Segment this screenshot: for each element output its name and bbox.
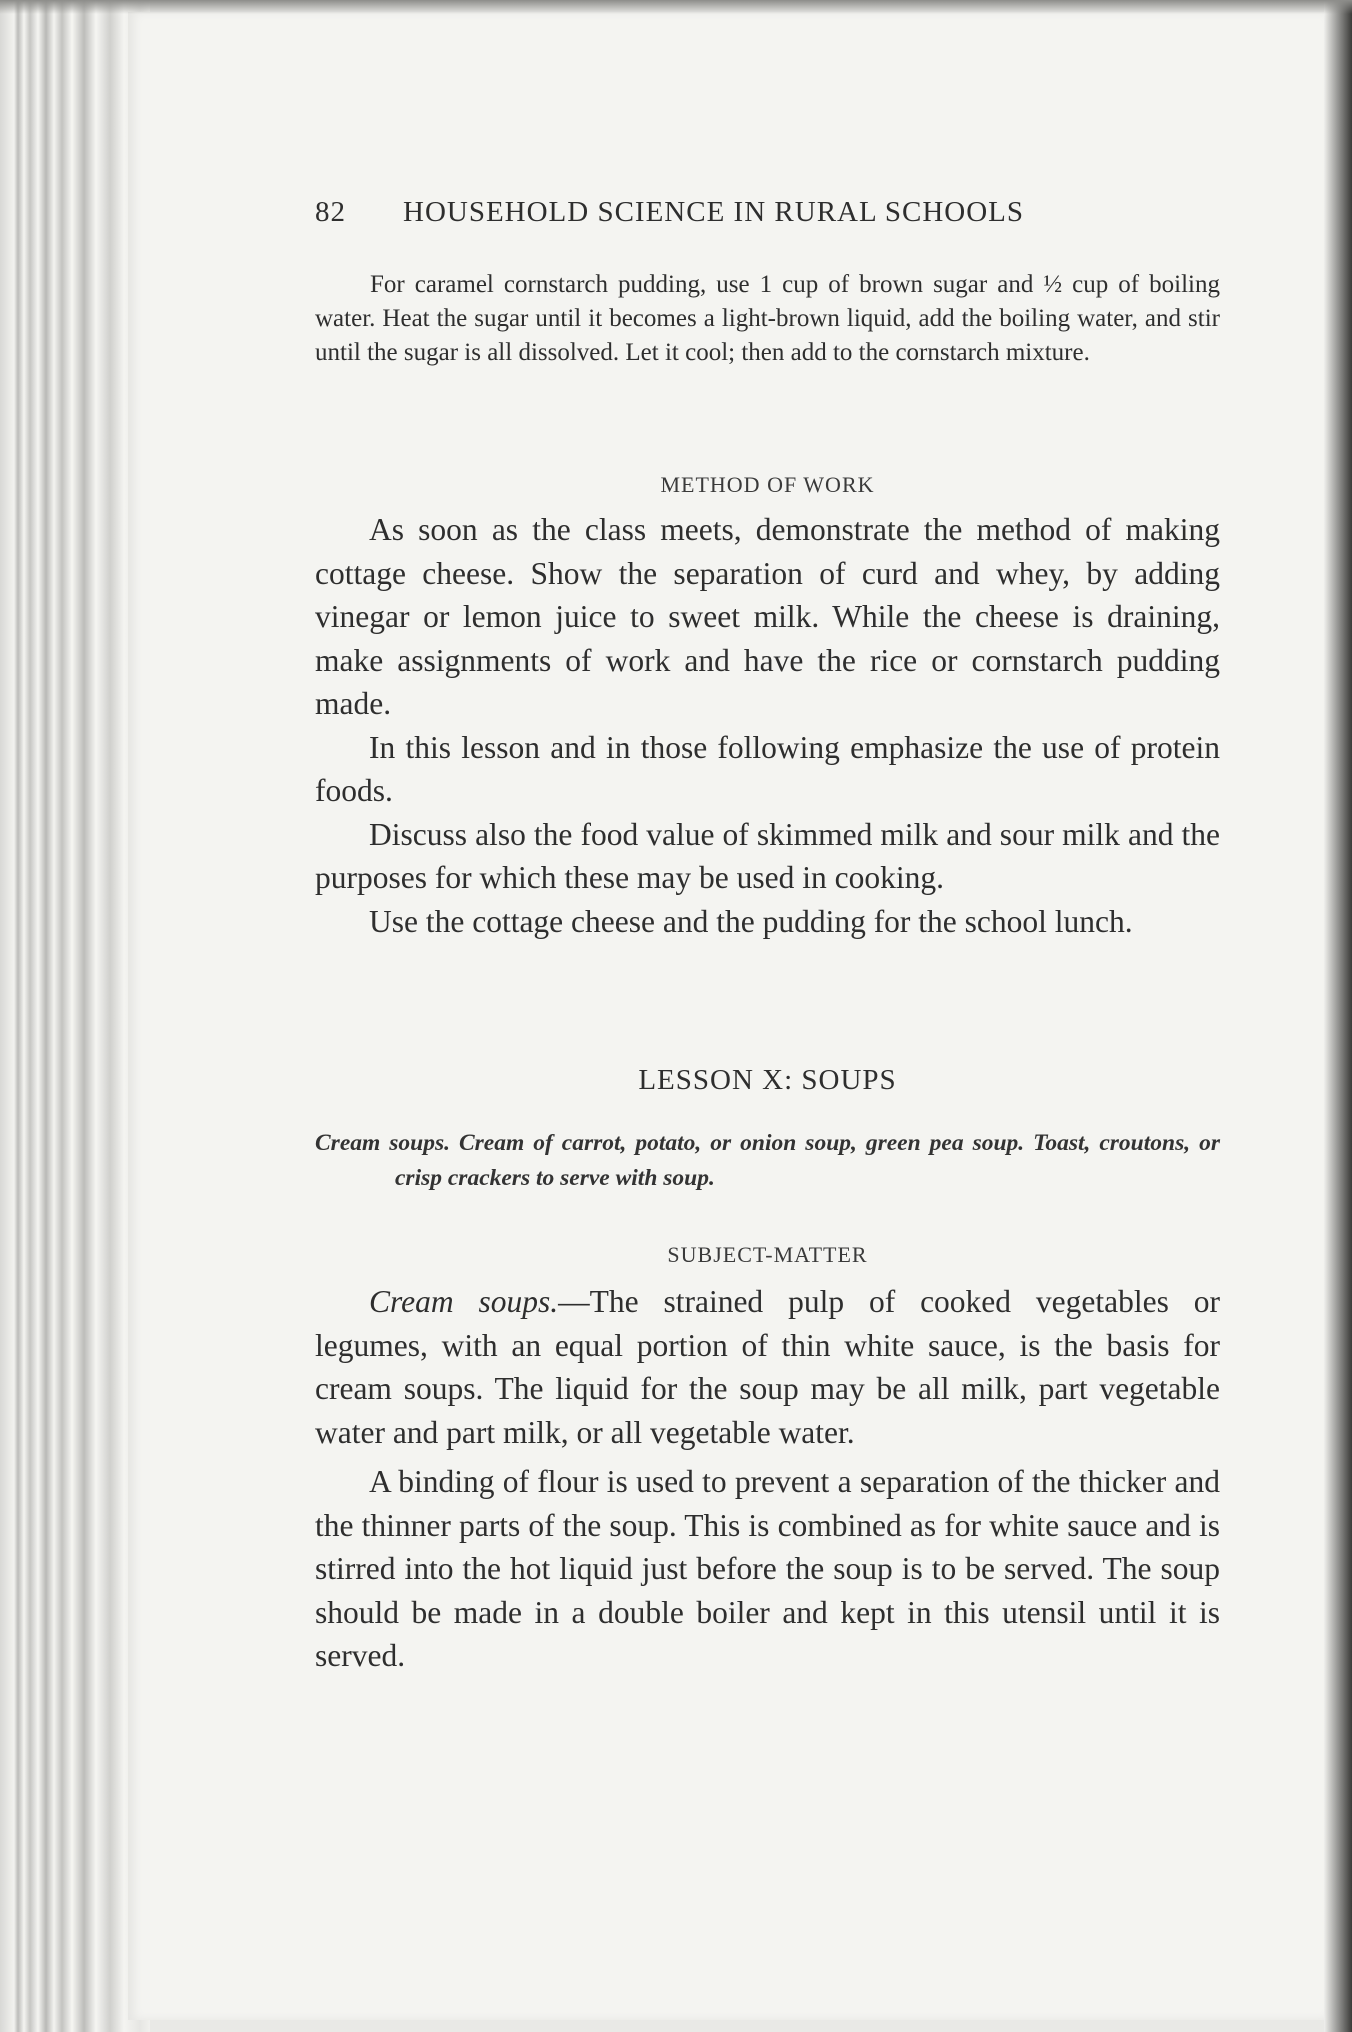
caramel-note-text: For caramel cornstarch pudding, use 1 cup of brown sugar and ½ cup of boiling water. Heat the sugar until it becomes a light-brown liquid, add the boiling water, and stir until the sugar is all dissolved. Let it cool; then add to the cornstarch mixture. — [315, 271, 1220, 366]
method-heading: METHOD OF WORK — [660, 472, 875, 497]
lesson-title: LESSON X: SOUPS — [638, 1064, 897, 1096]
lesson-subtitle-block — [315, 1126, 1220, 1196]
binding-shadow — [1324, 0, 1352, 2032]
running-title: HOUSEHOLD SCIENCE IN RURAL SCHOOLS — [403, 196, 1025, 228]
top-edge-shadow — [0, 0, 1352, 14]
method-paragraph: Use the cottage cheese and the pudding for the school lunch. — [369, 903, 1133, 939]
subject-section — [315, 1280, 1220, 1678]
caramel-note — [315, 268, 1220, 370]
page-number: 82 — [315, 196, 346, 228]
running-header — [315, 196, 1220, 229]
lesson-title-block — [315, 1064, 1220, 1097]
subject-paragraph-lead: Cream soups. — [369, 1284, 559, 1319]
method-paragraph: In this lesson and in those following emphasize the use of protein foods. — [315, 729, 1220, 808]
subject-heading-block — [315, 1242, 1220, 1268]
method-section — [315, 508, 1220, 943]
subject-paragraph-text: —The strained pulp of cooked vegetables or legumes, with an equal portion of thin white sauce, is the basis for cream soups. The liquid for the soup may be all milk, part vegetable water and part milk, or all vegetable water. — [315, 1284, 1220, 1450]
lesson-subtitle: Cream soups. Cream of carrot, potato, or onion soup, green pea soup. Toast, croutons, or crisp crackers to serve with soup. — [315, 1130, 1220, 1191]
subject-paragraph — [315, 1280, 1220, 1454]
method-heading-block — [315, 472, 1220, 498]
method-paragraph: Discuss also the food value of skimmed milk and sour milk and the purposes for which these may be used in cooking. — [315, 816, 1220, 895]
method-paragraph: As soon as the class meets, demonstrate the method of making cottage cheese. Show the separation of curd and whey, by adding vinegar or lemon juice to sweet milk. While the cheese is draining, make assignments of work and have the rice or cornstarch pudding made. — [315, 512, 1220, 721]
subject-heading: SUBJECT-MATTER — [667, 1242, 868, 1267]
subject-paragraph — [315, 1460, 1220, 1678]
subject-paragraph-text: A binding of flour is used to prevent a separation of the thicker and the thinner parts of the soup. This is combined as for white sauce and is stirred into the hot liquid just before the soup is to be served. The soup should be made in a double boiler and kept in this utensil until it is served. — [315, 1464, 1220, 1673]
